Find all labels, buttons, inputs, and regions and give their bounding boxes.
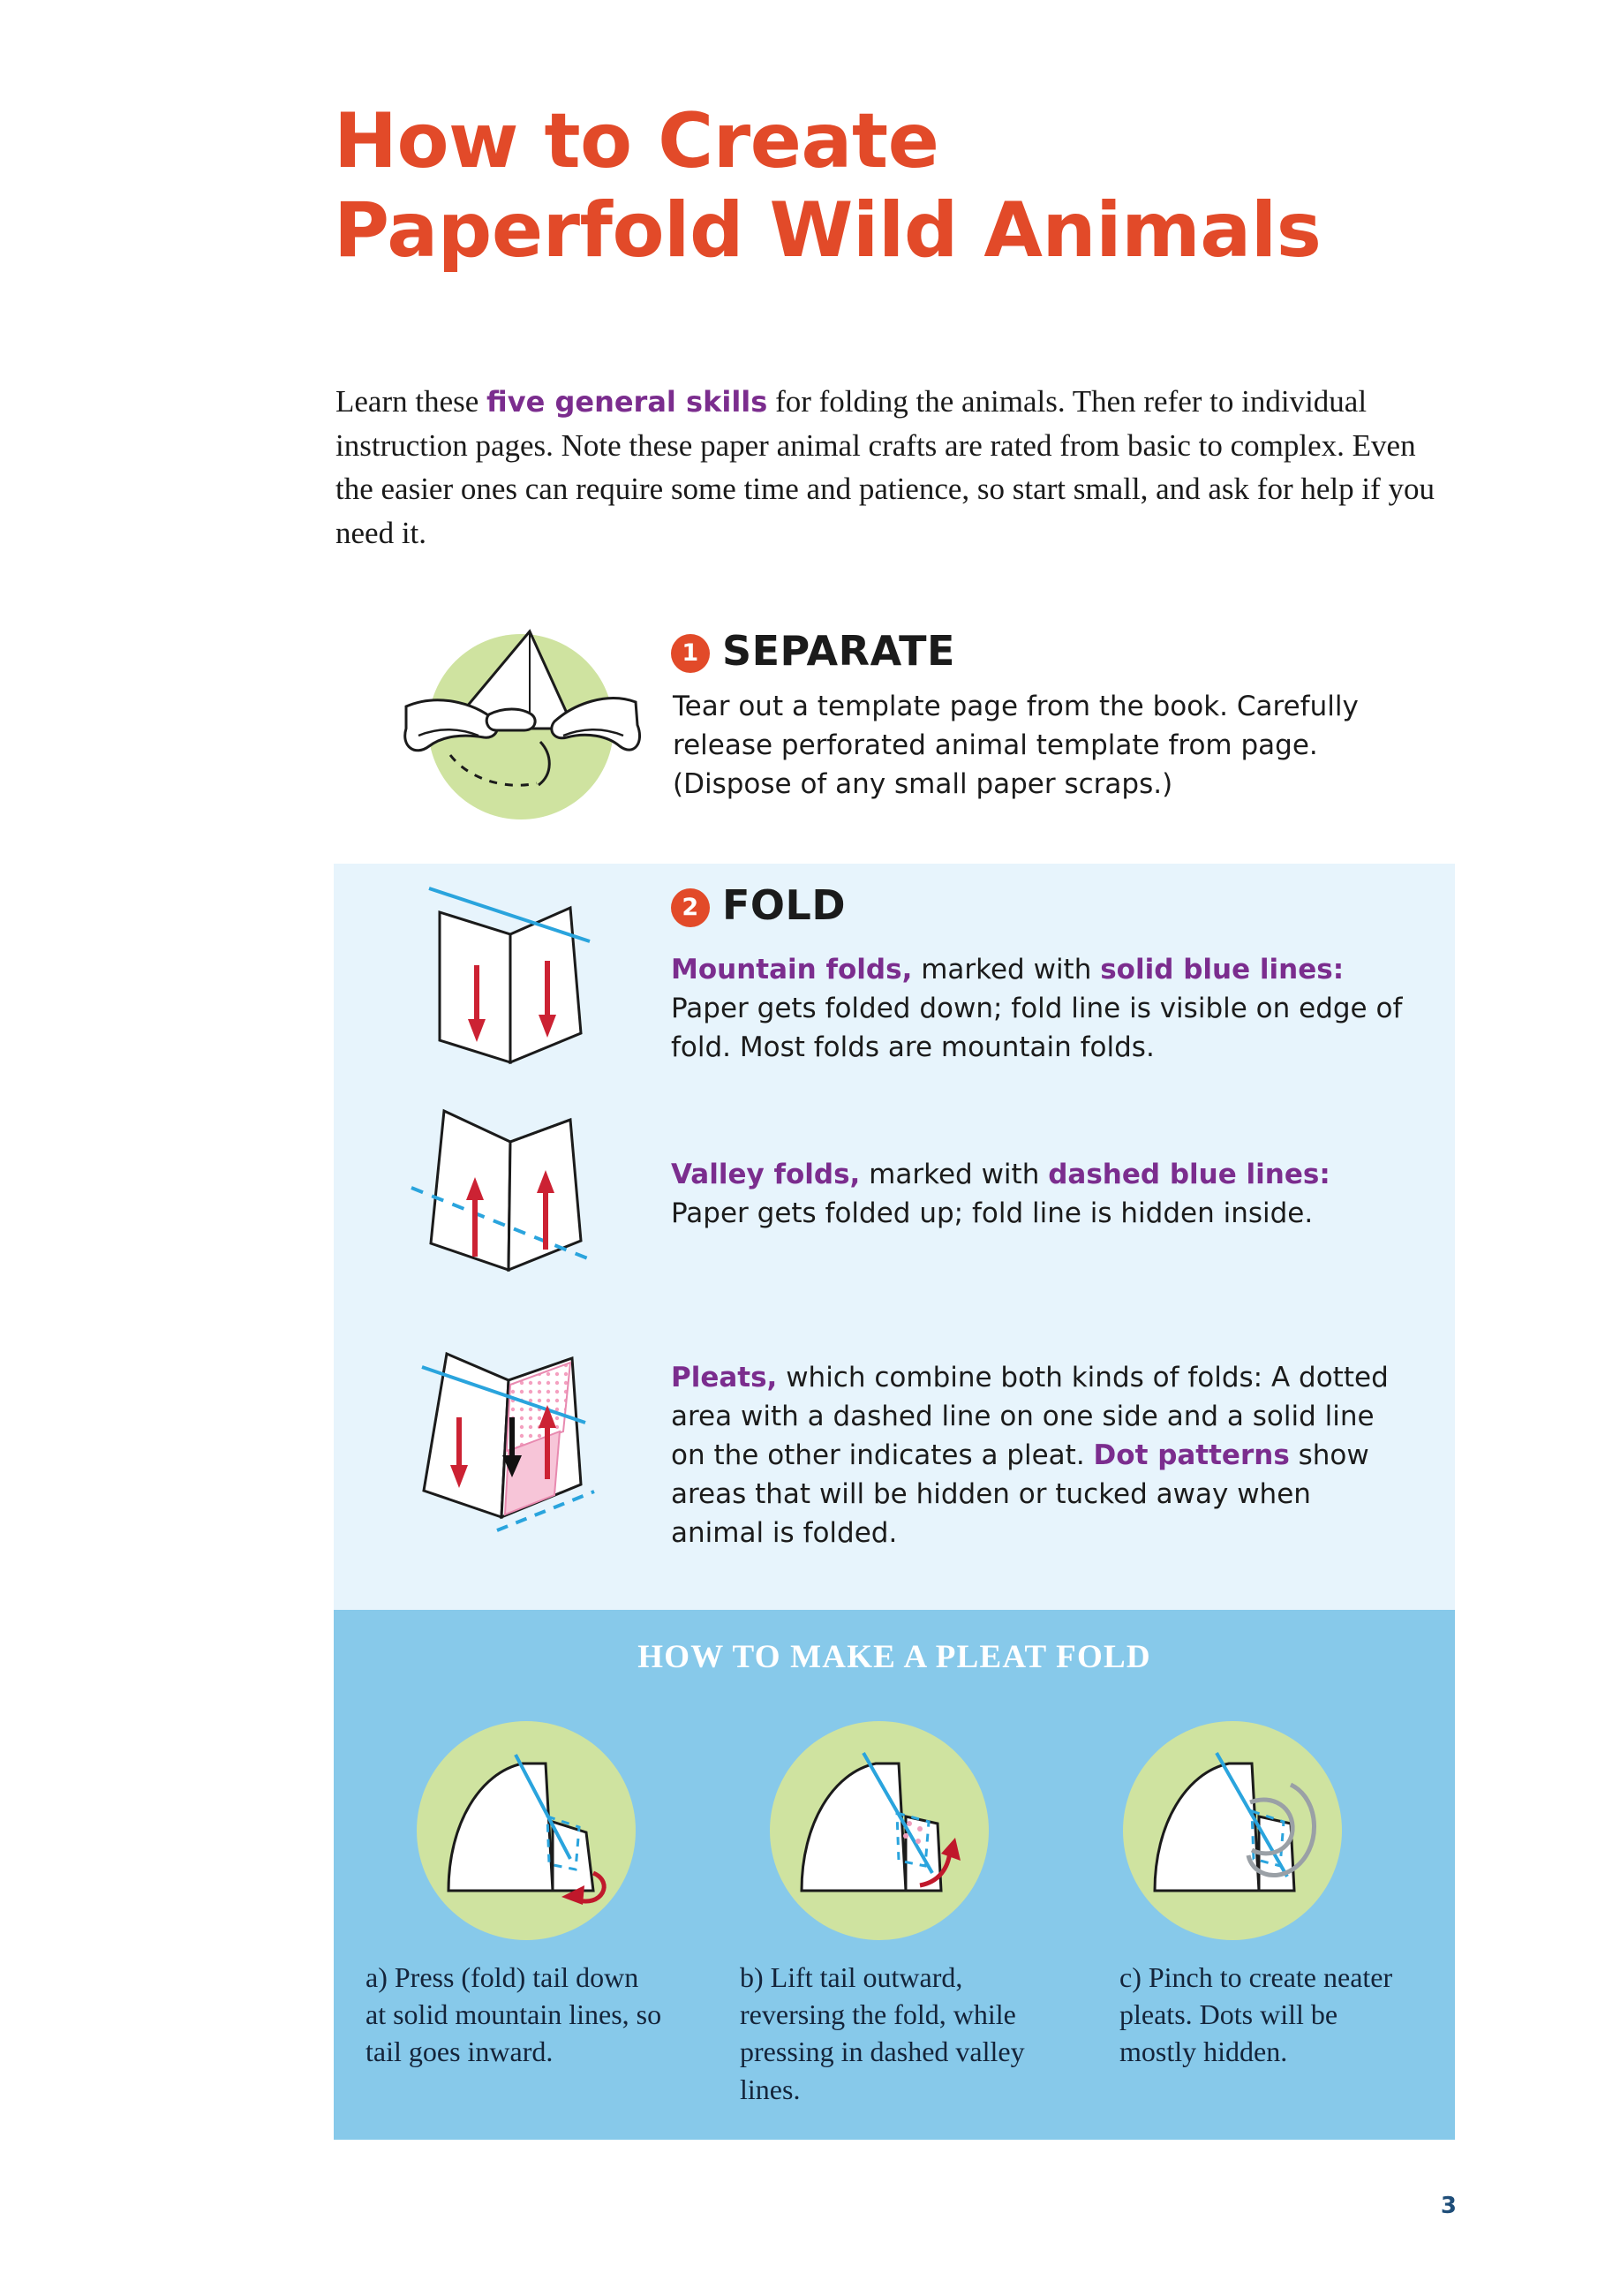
pleat-fold-mid: which combine both kinds of folds: A dotted area with a dashed line on one side and a solid line on the other indicates a pleat. [671, 1362, 1389, 1472]
mountain-fold-label2: solid blue lines: [1100, 954, 1345, 986]
pleat-caption-c: c) Pinch to create neater pleats. Dots will be mostly hidden. [1119, 1961, 1393, 2068]
valley-fold-mid: marked with [860, 1159, 1049, 1190]
step-2-heading-label: FOLD [722, 881, 847, 929]
page-title [334, 97, 1428, 276]
lift-tail-outward-illustration [765, 1718, 994, 1947]
step-2-number-badge: 2 [671, 888, 710, 927]
intro-highlight: five general skills [486, 385, 768, 419]
step-2-heading [671, 881, 846, 929]
step-1-number-badge: 1 [671, 634, 710, 673]
pleat-fold-illustration [404, 1318, 660, 1557]
mountain-fold-text [671, 950, 1404, 1067]
step-1-body: Tear out a template page from the book. Carefully release perforated animal template from page. (Dispose of any small paper scraps.) [673, 691, 1359, 801]
valley-fold-text [671, 1155, 1404, 1233]
mountain-fold-body: Paper gets folded down; fold line is visible on edge of fold. Most folds are mountain folds. [671, 993, 1403, 1064]
pleat-howto-title: HOW TO MAKE A PLEAT FOLD [637, 1639, 1151, 1675]
valley-fold-illustration [404, 1089, 652, 1301]
mountain-fold-mid: marked with [912, 954, 1101, 986]
pleat-fold-label2: Dot patterns [1093, 1439, 1290, 1472]
pleat-fold-label: Pleats, [671, 1362, 778, 1393]
step-fold-block [334, 864, 1455, 1610]
step-separate [335, 618, 1457, 861]
page-title-line-2: Paperfold Wild Animals [334, 186, 1322, 276]
step-1-heading [671, 627, 955, 675]
valley-fold-label: Valley folds, [671, 1159, 861, 1190]
intro-paragraph [335, 380, 1448, 555]
page-title-line-1: How to Create [334, 97, 939, 185]
intro-after: for folding the animals. Then refer to individual instruction pages. Note these paper animal crafts are rated from basic to complex. Even the easier ones can require some time and patience, so start small, and ask for help if you need it. [335, 384, 1435, 551]
hands-tearing-paper-illustration [397, 623, 644, 852]
pleat-fold-text [671, 1358, 1404, 1552]
valley-fold-body: Paper gets folded up; fold line is hidden inside. [671, 1197, 1314, 1230]
pleat-caption-b: b) Lift tail outward, reversing the fold, while pressing in dashed valley lines. [740, 1961, 1025, 2105]
mountain-fold-label: Mountain folds, [671, 954, 913, 986]
mountain-fold-illustration [413, 872, 652, 1084]
intro-before: Learn these [335, 384, 487, 419]
page-number: 3 [1440, 2193, 1457, 2219]
step-1-heading-label: SEPARATE [722, 627, 955, 675]
pleat-fold-body: show areas that will be hidden or tucked away when animal is folded. [671, 1439, 1369, 1550]
valley-fold-label2: dashed blue lines: [1048, 1159, 1330, 1190]
pinch-pleats-illustration [1118, 1718, 1347, 1947]
pleat-caption-a: a) Press (fold) tail down at solid mountain lines, so tail goes inward. [365, 1961, 662, 2068]
press-tail-down-illustration [411, 1718, 641, 1947]
